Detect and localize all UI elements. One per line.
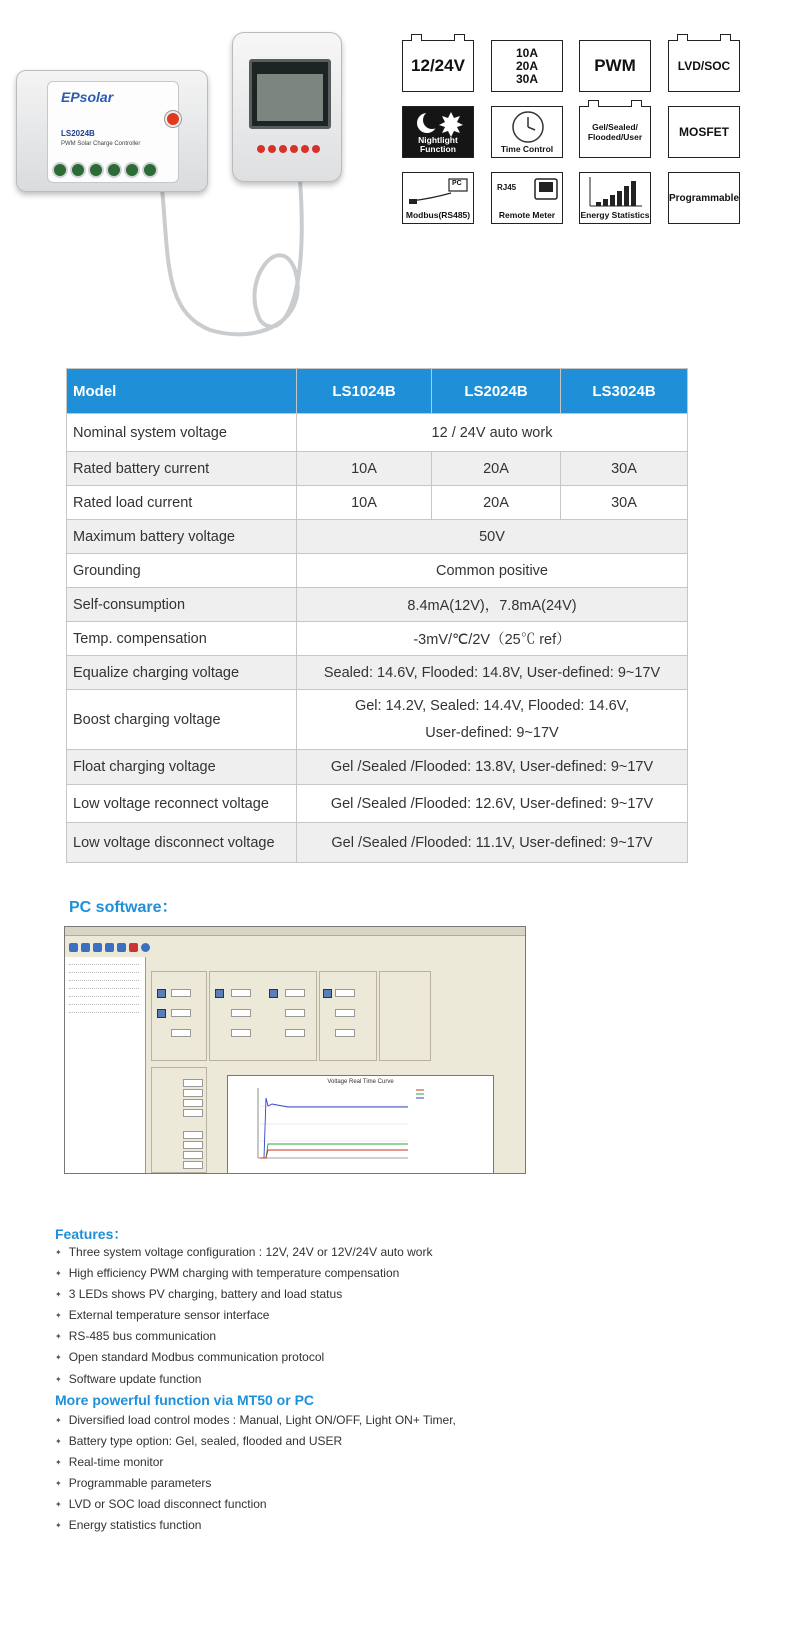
spec-table [66,368,688,863]
list-item: ✦ Battery type option: Gel, sealed, flooded and USER [55,1431,456,1452]
table-row [67,486,688,520]
time-control-badge: Time Control [491,106,563,158]
lvd-soc-badge: LVD/SOC [668,40,740,92]
row-value-line: Gel: 14.2V, Sealed: 14.4V, Flooded: 14.6V, [354,697,630,714]
device-tree [65,957,146,1173]
list-item: ✦ Software update function [55,1369,432,1390]
features-title: Features： [55,1226,128,1242]
pc-software-screenshot [64,926,526,1174]
table-header: LS1024B [297,369,432,414]
controller-model: LS2024B [61,129,95,138]
more-functions-list [55,1410,456,1537]
row-value: 50V [297,520,688,554]
setting-button-icon [165,111,181,127]
table-row [67,656,688,690]
list-item: ✦ Real-time monitor [55,1452,456,1473]
graph-title: Voltage Real Time Curve [327,1079,394,1085]
table-row [67,622,688,656]
list-item: ✦ RS-485 bus communication [55,1326,432,1347]
table-row [67,588,688,622]
row-label: Equalize charging voltage [67,656,297,690]
list-item: ✦ High efficiency PWM charging with temperature compensation [55,1263,432,1284]
brand-logo: EPsolar [61,89,114,105]
row-label: Float charging voltage [67,750,297,785]
row-value: -3mV/℃/2V（25℃ ref） [297,622,688,656]
table-header: Model [67,369,297,414]
meter-key-icon [279,145,287,153]
bar-chart-icon [588,176,644,208]
programmable-badge: Programmable [668,172,740,224]
terminal-icon [142,162,158,178]
list-item: ✦ Energy statistics function [55,1515,456,1536]
controller-panel [379,971,431,1061]
controller-subtitle: PWM Solar Charge Controller [61,141,141,147]
list-item: ✦ Programmable parameters [55,1473,456,1494]
pc-software-title: PC software： [69,899,178,916]
row-label: Rated battery current [67,452,297,486]
row-value: Sealed: 14.6V, Flooded: 14.8V, User-defined: 9~17V [297,656,688,690]
table-row [67,823,688,863]
row-label: Low voltage disconnect voltage [67,823,297,863]
battery-type-badge: Gel/Sealed/ Flooded/User [579,106,651,158]
nightlight-badge: Nightlight Function [402,106,474,158]
remote-meter-device [232,32,342,182]
row-value-line: User-defined: 9~17V [425,724,559,741]
remote-meter-icon [534,178,558,202]
lcd-screen [249,59,331,129]
row-label: Self-consumption [67,588,297,622]
row-value: 12 / 24V auto work [297,414,688,452]
product-photo [10,20,400,355]
row-label: Temp. compensation [67,622,297,656]
row-value: 10A [297,452,432,486]
voltage-badge: 12/24V [402,40,474,92]
mosfet-badge: MOSFET [668,106,740,158]
meter-key-icon [290,145,298,153]
row-value: Gel /Sealed /Flooded: 13.8V, User-defined: 9~17V [297,750,688,785]
table-header: LS2024B [432,369,561,414]
list-item: ✦ Diversified load control modes : Manual, Light ON/OFF, Light ON+ Timer, [55,1410,456,1431]
voltage-curve-graph [227,1075,494,1174]
row-value: 30A [561,486,688,520]
table-row [67,750,688,785]
energy-statistics-badge: Energy Statistics [579,172,651,224]
more-functions-title: More powerful function via MT50 or PC [55,1392,315,1408]
row-label: Nominal system voltage [67,414,297,452]
pc-label: PC [452,180,462,187]
table-row [67,520,688,554]
meter-key-icon [257,145,265,153]
list-item: ✦ LVD or SOC load disconnect function [55,1494,456,1515]
list-item: ✦ Three system voltage configuration : 12V, 24V or 12V/24V auto work [55,1242,432,1263]
pwm-badge: PWM [579,40,651,92]
row-label: Boost charging voltage [67,690,297,750]
terminal-icon [124,162,140,178]
table-row [67,785,688,823]
row-value: 10A [297,486,432,520]
row-value: Gel /Sealed /Flooded: 12.6V, User-defined: 9~17V [297,785,688,823]
terminal-icon [52,162,68,178]
curve-icon [228,1076,493,1174]
modbus-badge: PC Modbus(RS485) [402,172,474,224]
list-item: ✦ External temperature sensor interface [55,1305,432,1326]
table-row [67,414,688,452]
meter-key-icon [312,145,320,153]
row-label: Grounding [67,554,297,588]
rj45-label: RJ45 [497,183,517,192]
list-item: ✦ Open standard Modbus communication protocol [55,1347,432,1368]
table-row [67,690,688,750]
row-label: Low voltage reconnect voltage [67,785,297,823]
table-header: LS3024B [561,369,688,414]
row-value: Common positive [297,554,688,588]
row-value [297,690,688,750]
row-value: 20A [432,452,561,486]
row-value: 20A [432,486,561,520]
row-label: Maximum battery voltage [67,520,297,554]
toolbar [69,943,153,954]
remote-meter-badge: RJ45 Remote Meter [491,172,563,224]
table-row [67,554,688,588]
terminal-icon [70,162,86,178]
meter-key-icon [268,145,276,153]
table-row [67,452,688,486]
features-list [55,1242,432,1390]
clock-icon [511,110,545,144]
row-value: 8.4mA(12V)，7.8mA(24V) [297,588,688,622]
meter-key-icon [301,145,309,153]
terminal-icon [88,162,104,178]
list-item: ✦ 3 LEDs shows PV charging, battery and load status [55,1284,432,1305]
row-value: Gel /Sealed /Flooded: 11.1V, User-defined: 9~17V [297,823,688,863]
terminal-icon [106,162,122,178]
table-header-row [67,369,688,414]
row-value: 30A [561,452,688,486]
row-label: Rated load current [67,486,297,520]
current-badge: 10A 20A 30A [491,40,563,92]
